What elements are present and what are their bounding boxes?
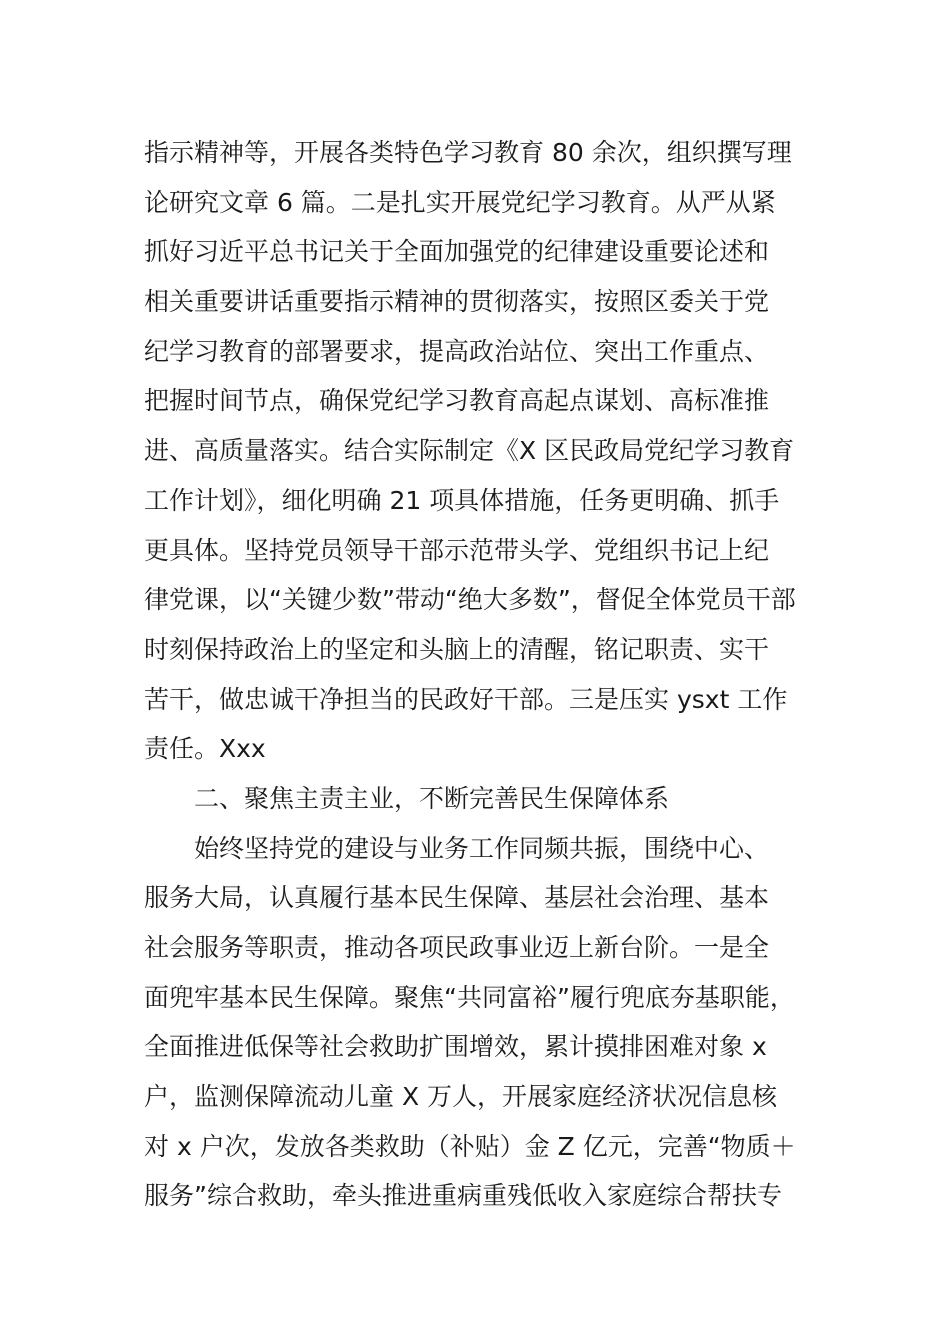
section-heading: 二、聚焦主责主业，不断完善民生保障体系 <box>194 783 670 813</box>
text-line: 服务大局，认真履行基本民生保障、基层社会治理、基本 <box>144 883 770 913</box>
text-line: 指示精神等，开展各类特色学习教育 80 余次，组织撰写理 <box>144 138 792 167</box>
text-line: 对 x 户次，发放各类救助（补贴）金 Z 亿元，完善“物质＋ <box>144 1131 796 1161</box>
text-line: 时刻保持政治上的坚定和头脑上的清醒，铭记职责、实干 <box>144 634 770 664</box>
text-line: 相关重要讲话重要指示精神的贯彻落实，按照区委关于党 <box>144 287 770 317</box>
text-line: 进、高质量落实。结合实际制定《X 区民政局党纪学习教育 <box>144 436 795 466</box>
text-line: 抓好习近平总书记关于全面加强党的纪律建设重要论述和 <box>144 237 770 267</box>
text-line: 户，监测保障流动儿童 X 万人，开展家庭经济状况信息核 <box>144 1082 778 1112</box>
text-line: 纪学习教育的部署要求，提高政治站位、突出工作重点、 <box>144 336 770 366</box>
text-line: 全面推进低保等社会救助扩围增效，累计摸排困难对象 x <box>144 1032 767 1062</box>
paragraph-first-line: 始终坚持党的建设与业务工作同频共振，围绕中心、 <box>194 833 770 863</box>
text-line: 更具体。坚持党员领导干部示范带头学、党组织书记上纪 <box>144 535 770 565</box>
text-line: 工作计划》，细化明确 21 项具体措施，任务更明确、抓手 <box>144 485 780 515</box>
text-line: 苦干，做忠诚干净担当的民政好干部。三是压实 ysxt 工作 <box>144 684 788 714</box>
text-line: 律党课，以“关键少数”带动“绝大多数”，督促全体党员干部 <box>144 585 796 615</box>
document-body <box>144 128 810 1221</box>
text-line: 面兜牢基本民生保障。聚焦“共同富裕”履行兜底夯基职能， <box>144 982 795 1012</box>
text-line: 论研究文章 6 篇。二是扎实开展党纪学习教育。从严从紧 <box>144 187 776 217</box>
text-line: 服务”综合救助，牵头推进重病重残低收入家庭综合帮扶专 <box>144 1181 782 1211</box>
text-line: 把握时间节点，确保党纪学习教育高起点谋划、高标准推 <box>144 386 770 416</box>
text-line: 责任。Xxx <box>144 734 266 764</box>
text-line: 社会服务等职责，推动各项民政事业迈上新台阶。一是全 <box>144 933 770 962</box>
